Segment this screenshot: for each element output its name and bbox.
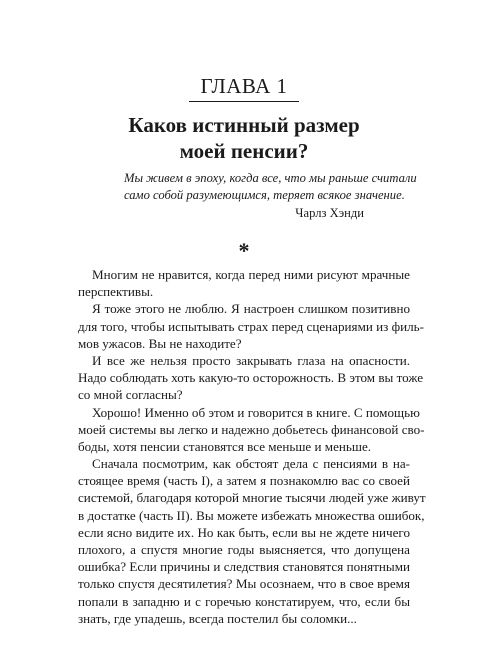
paragraph-line: для того, чтобы испытывать страх перед сценариями из филь- xyxy=(78,318,424,334)
paragraph-line: стоящее время (часть I), а затем я познакомлю вас со своей xyxy=(78,473,410,489)
paragraph-line: только спустя десятилетия? Мы осознаем, что в свое время xyxy=(78,576,410,592)
paragraph-line: системой, благодаря которой многие тысячи людей уже живут xyxy=(78,490,426,506)
paragraph xyxy=(78,266,410,300)
chapter-label: ГЛАВА 1 xyxy=(200,74,288,98)
epigraph-line: Мы живем в эпоху, когда все, что мы раньше считали xyxy=(124,171,417,185)
body-text xyxy=(78,266,426,627)
paragraph-line: мов ужасов. Вы не находите? xyxy=(78,335,242,351)
paragraph-line: Надо соблюдать хоть какую-то осторожность. В этом вы тоже xyxy=(78,370,424,386)
paragraph xyxy=(78,300,424,352)
paragraph-line: плохого, а спустя многие годы выясняется, что допущена xyxy=(78,542,410,557)
paragraph-line: Я тоже этого не люблю. Я настроен слишком позитивно xyxy=(92,301,410,317)
paragraph-line: боды, хотя пенсии становятся все меньше и меньше. xyxy=(78,438,372,454)
paragraph-line: И все же нельзя просто закрывать глаза на опасности. xyxy=(92,352,410,368)
paragraph-line: Многим не нравится, когда перед ними рисуют мрачные xyxy=(92,267,410,282)
section-separator: * xyxy=(238,238,250,263)
chapter-title xyxy=(0,112,488,164)
paragraph-line: попали в западню и с горечью констатируем, что, если бы xyxy=(78,593,410,609)
paragraph xyxy=(78,455,426,627)
chapter-title-line: моей пенсии? xyxy=(179,139,309,163)
paragraph-line: в достатке (часть II). Вы можете избежать множества ошибок, xyxy=(78,507,425,523)
chapter-underline xyxy=(189,101,299,102)
epigraph xyxy=(124,170,417,203)
paragraph-line: знать, где упадешь, всегда постелил бы соломки... xyxy=(78,610,357,626)
paragraph xyxy=(78,404,425,456)
paragraph-line: моей системы вы легко и надежно добьетесь финансовой сво- xyxy=(78,421,425,437)
paragraph-line: ошибка? Если причины и следствия становятся понятными xyxy=(78,559,410,575)
paragraph-line: если ясно видите их. Но как быть, если вы не ждете ничего xyxy=(78,524,410,540)
paragraph xyxy=(78,352,424,404)
paragraph-line: Хорошо! Именно об этом и говорится в книге. С помощью xyxy=(92,404,420,420)
epigraph-author: Чарлз Хэнди xyxy=(295,206,364,220)
epigraph-line: само собой разумеющимся, теряет всякое значение. xyxy=(124,187,405,202)
paragraph-line: Сначала посмотрим, как обстоят дела с пенсиями в на- xyxy=(92,456,410,472)
chapter-title-line: Каков истинный размер xyxy=(128,113,360,137)
paragraph-line: со мной согласны? xyxy=(78,387,183,403)
paragraph-line: перспективы. xyxy=(78,284,154,300)
